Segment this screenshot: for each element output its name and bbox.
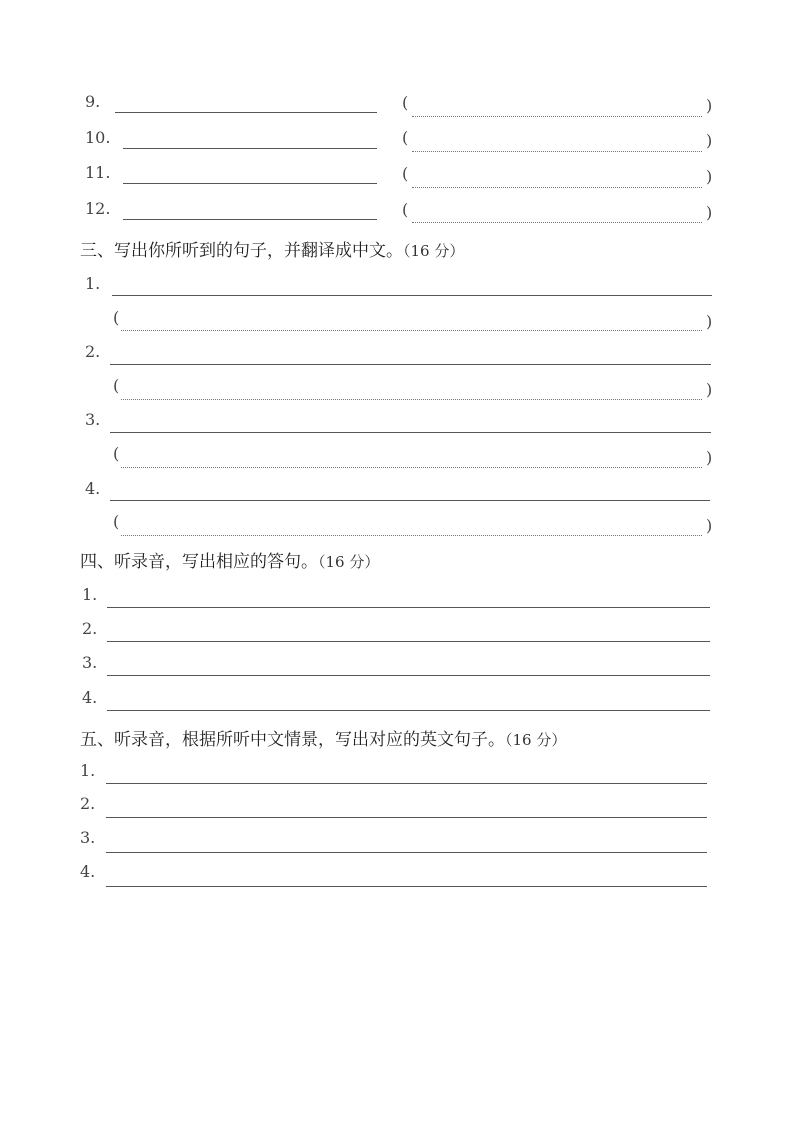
item-number: 2. (85, 342, 101, 361)
section-heading (80, 551, 379, 573)
translation-line[interactable] (121, 535, 702, 536)
section-score: （16 分） (505, 731, 567, 749)
answer-line[interactable] (110, 500, 710, 501)
translation-line[interactable] (121, 399, 702, 400)
item-number: 4. (82, 688, 98, 707)
paren-close: ) (706, 516, 713, 535)
paren-close: ) (706, 380, 713, 399)
translation-line[interactable] (412, 116, 702, 117)
answer-line[interactable] (110, 364, 711, 365)
translation-line[interactable] (412, 187, 702, 188)
answer-line[interactable] (107, 641, 710, 642)
answer-line[interactable] (110, 432, 711, 433)
item-number: 3. (82, 653, 98, 672)
paren-open: ( (402, 128, 409, 147)
item-number: 12. (85, 199, 111, 218)
translation-line[interactable] (412, 151, 702, 152)
paren-open: ( (402, 200, 409, 219)
paren-close: ) (706, 131, 713, 150)
translation-line[interactable] (121, 330, 702, 331)
item-number: 1. (82, 585, 98, 604)
paren-close: ) (706, 96, 713, 115)
answer-line[interactable] (123, 219, 377, 220)
paren-open: ( (113, 512, 120, 531)
section-title: 五、听录音，根据所听中文情景，写出对应的英文句子。 (80, 730, 505, 750)
paren-open: ( (113, 376, 120, 395)
translation-line[interactable] (121, 467, 702, 468)
answer-line[interactable] (106, 783, 707, 784)
section-score: （16 分） (403, 242, 465, 260)
answer-line[interactable] (123, 183, 377, 184)
item-number: 1. (80, 761, 96, 780)
paren-open: ( (113, 308, 120, 327)
item-number: 10. (85, 128, 111, 147)
section-title: 三、写出你所听到的句子，并翻译成中文。 (80, 241, 403, 261)
item-number: 2. (82, 619, 98, 638)
answer-line[interactable] (112, 295, 712, 296)
item-number: 3. (85, 410, 101, 429)
item-number: 4. (80, 862, 96, 881)
paren-open: ( (402, 93, 409, 112)
item-number: 11. (85, 163, 111, 182)
answer-line[interactable] (106, 886, 707, 887)
item-number: 9. (85, 92, 101, 111)
answer-line[interactable] (106, 817, 707, 818)
paren-open: ( (402, 164, 409, 183)
answer-line[interactable] (115, 112, 377, 113)
paren-open: ( (113, 444, 120, 463)
answer-line[interactable] (107, 675, 710, 676)
section-heading (80, 240, 464, 262)
answer-line[interactable] (107, 607, 710, 608)
paren-close: ) (706, 167, 713, 186)
item-number: 3. (80, 828, 96, 847)
item-number: 1. (85, 274, 101, 293)
paren-close: ) (706, 312, 713, 331)
answer-line[interactable] (107, 710, 710, 711)
answer-line[interactable] (123, 148, 377, 149)
translation-line[interactable] (412, 222, 702, 223)
paren-close: ) (706, 448, 713, 467)
item-number: 4. (85, 479, 101, 498)
section-heading (80, 729, 566, 751)
section-score: （16 分） (318, 553, 380, 571)
answer-line[interactable] (106, 852, 707, 853)
section-title: 四、听录音，写出相应的答句。 (80, 552, 318, 572)
item-number: 2. (80, 794, 96, 813)
paren-close: ) (706, 203, 713, 222)
